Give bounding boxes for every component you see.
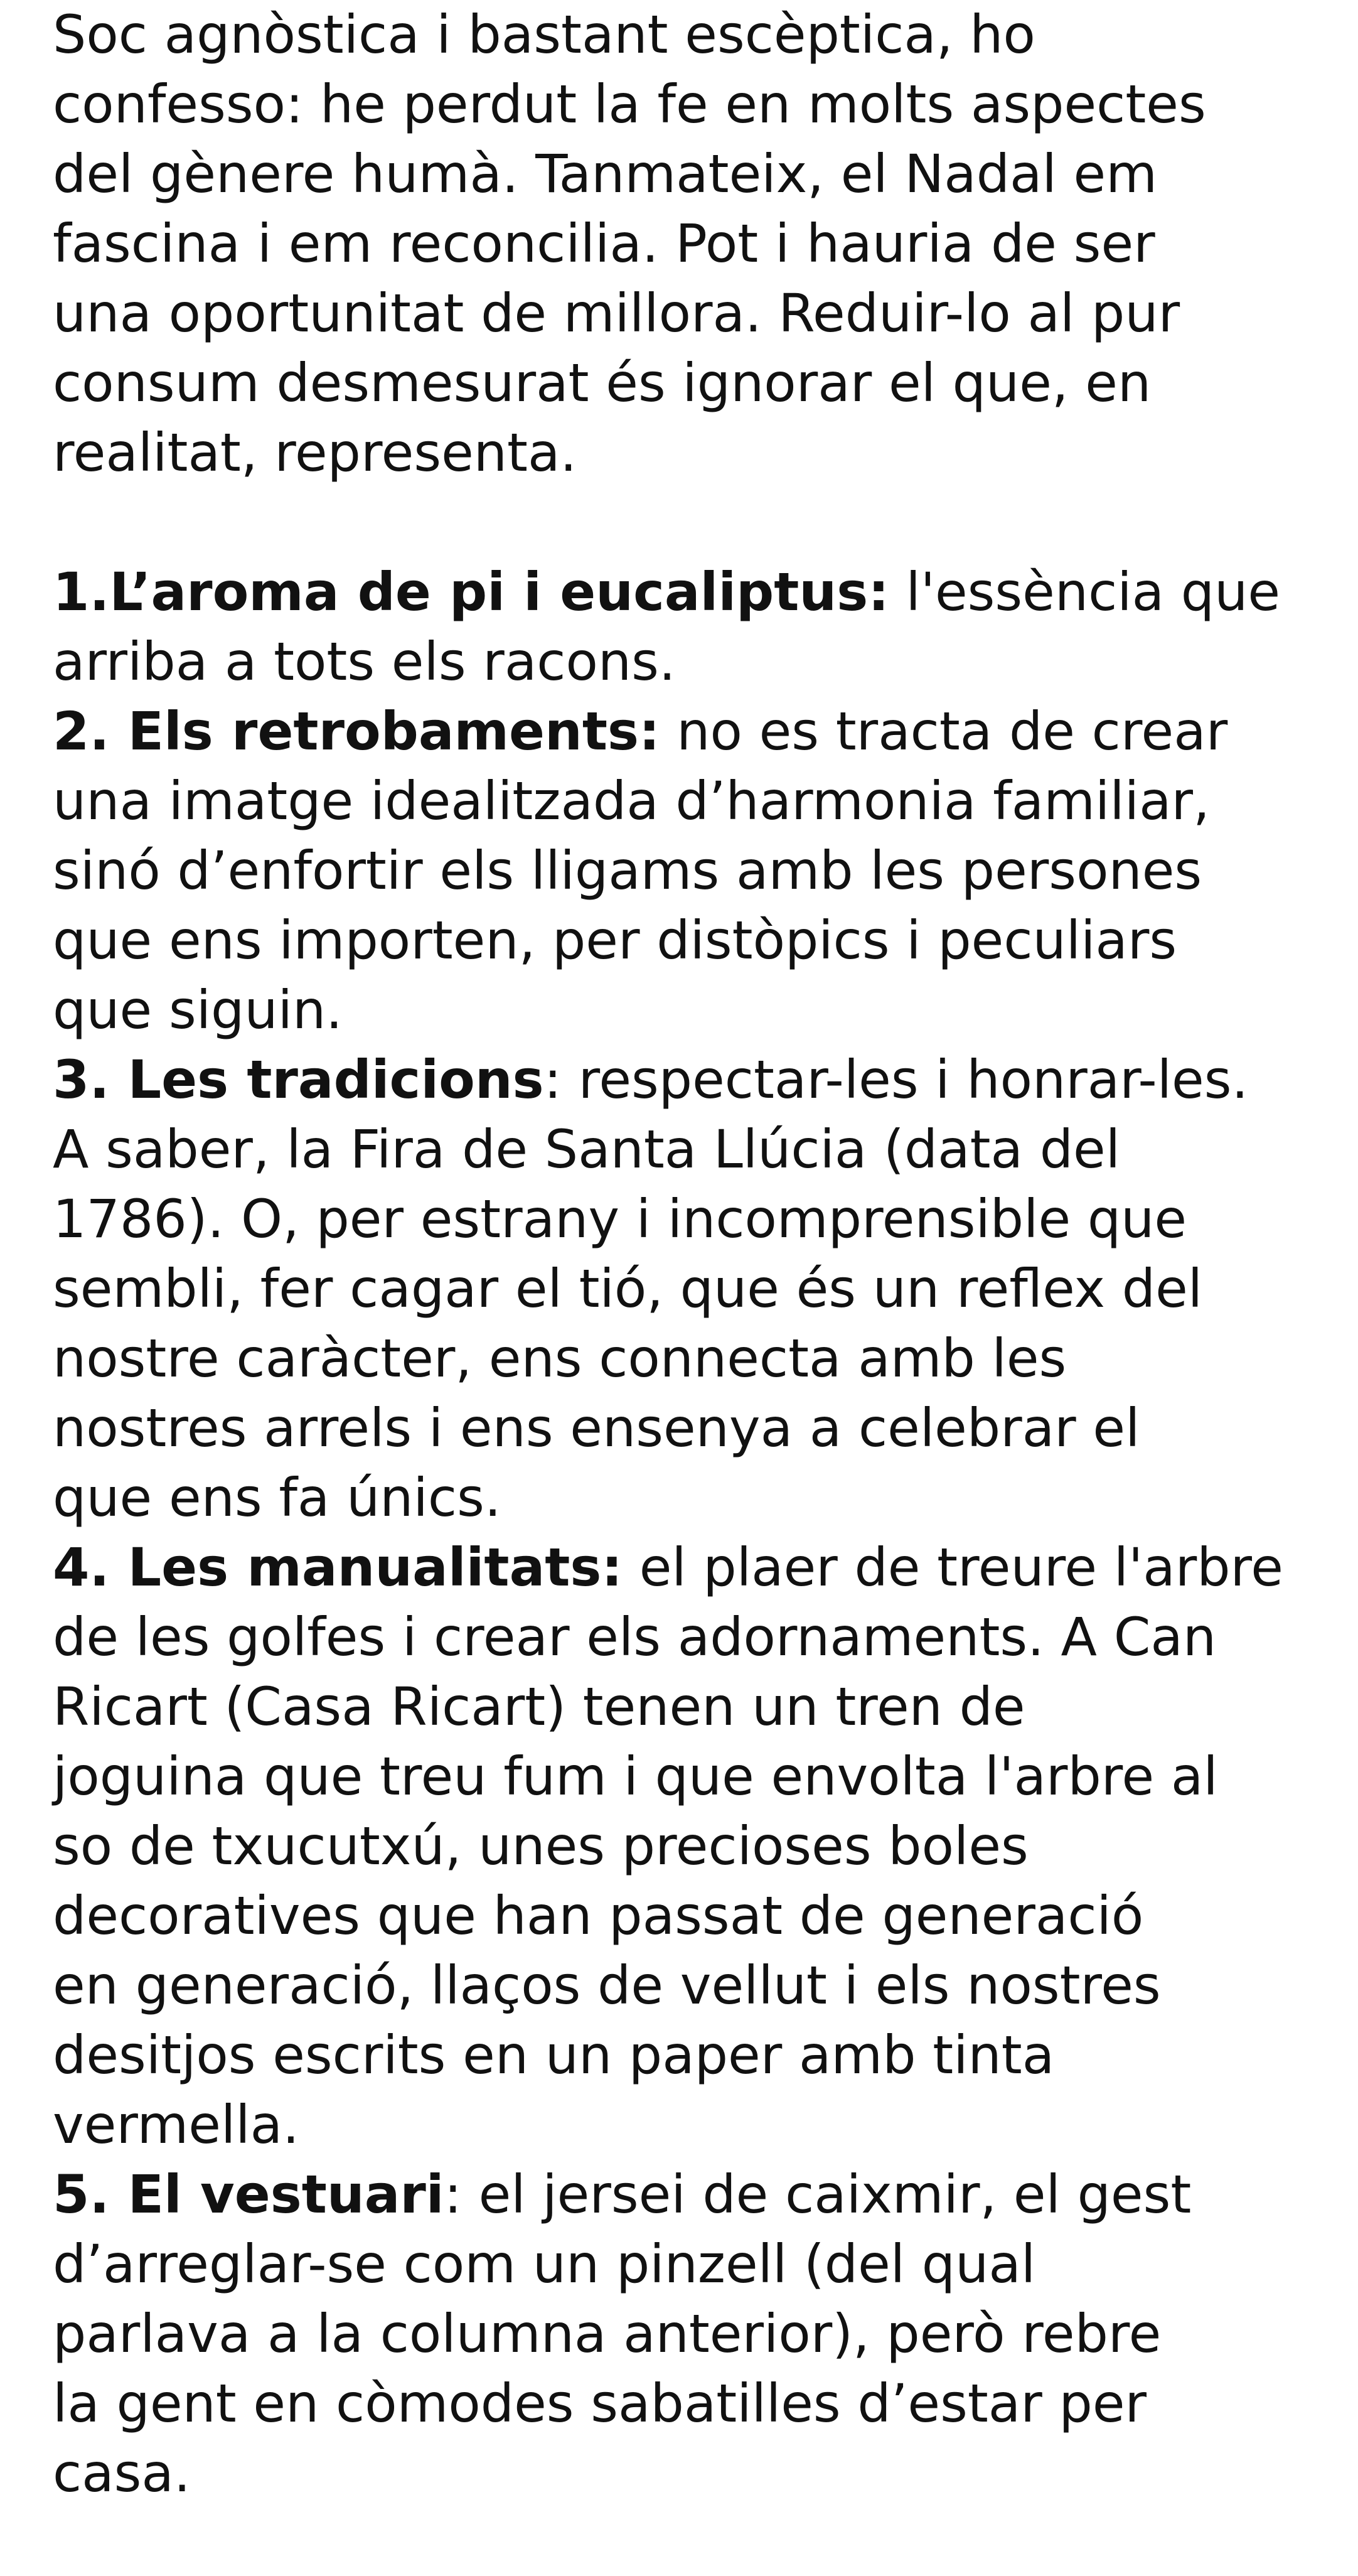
list-item-heading: 2. Els retrobaments: [53,700,660,762]
list-item-text: no es tracta de crear una imatge idealitzada d’harmonia familiar, sinó d’enfortir els lligams amb les persones que ens importen, per distòpics i peculiars que siguin. [53,700,1228,1041]
list-item-heading: 4. Les manualitats: [53,1537,623,1598]
list-item-heading: 1.L’aroma de pi i eucaliptus: [53,561,889,623]
list-item-heading: 3. Les tradicions [53,1049,544,1110]
list-item-aroma [53,557,1345,697]
list-item-text: l'essència que arriba a tots els racons. [53,561,1281,692]
intro-paragraph: Soc agnòstica i bastant escèptica, ho confesso: he perdut la fe en molts aspectes del gènere humà. Tanmateix, el Nadal em fascina i em reconcilia. Pot i hauria de ser una oportunitat de millora. Reduir-lo al pur consum desmesurat és ignorar el que, en realitat, representa. [53,4,1206,483]
list-item-text: : respectar-les i honrar-les. A saber, la Fira de Santa Llúcia (data del 1786). O, per estrany i incomprensible que sembli, fer cagar el tió, que és un reflex del nostre caràcter, ens connecta amb les nostres arrels i ens ensenya a celebrar el que ens fa únics. [53,1049,1249,1528]
paragraph-spacer [53,488,1345,557]
list-item-tradicions [53,1045,1345,1533]
list-item-vestuari [53,2160,1345,2508]
list-item-retrobaments [53,697,1345,1045]
article-body [53,0,1345,2508]
list-item-text: : el jersei de caixmir, el gest d’arreglar-se com un pinzell (del qual parlava a la columna anterior), però rebre la gent en còmodes sabatilles d’estar per casa. [53,2164,1192,2504]
list-item-heading: 5. El vestuari [53,2164,444,2225]
list-item-text: el plaer de treure l'arbre de les golfes i crear els adornaments. A Can Ricart (Casa Ricart) tenen un tren de joguina que treu fum i que envolta l'arbre al so de txucutxú, unes precioses boles decoratives que han passat de generació en generació, llaços de vellut i els nostres desitjos escrits en un paper amb tinta vermella. [53,1537,1283,2155]
list-item-manualitats [53,1533,1345,2160]
